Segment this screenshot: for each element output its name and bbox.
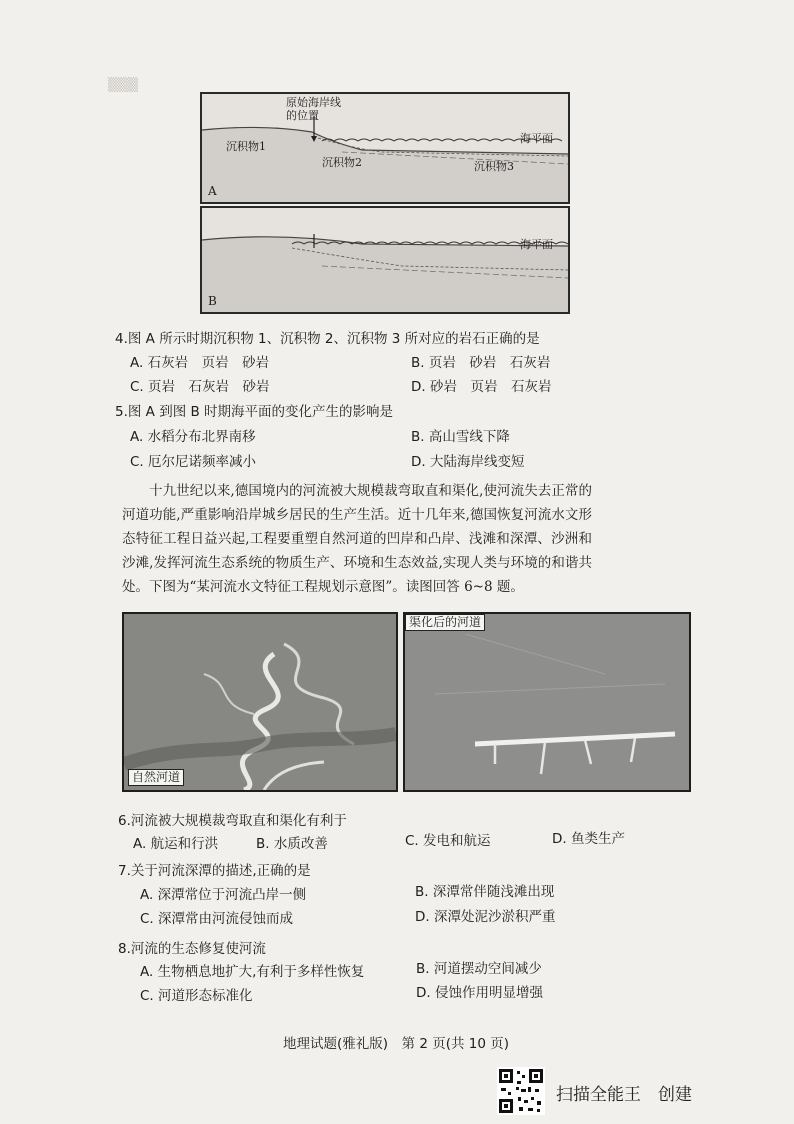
question-4-stem: 4.图 A 所示时期沉积物 1、沉积物 2、沉积物 3 所对应的岩石正确的是 (115, 331, 540, 347)
question-8-option-b[interactable]: B. 河道摆动空间减少 (416, 961, 542, 977)
question-6-option-c[interactable]: C. 发电和航运 (405, 833, 491, 849)
question-4-option-d[interactable]: D. 砂岩 页岩 石灰岩 (411, 379, 552, 395)
question-4-option-b[interactable]: B. 页岩 砂岩 石灰岩 (411, 355, 551, 371)
figure-b-drawing (202, 208, 568, 312)
question-6-option-b[interactable]: B. 水质改善 (256, 836, 328, 852)
label-sea-level-a: 海平面 (520, 132, 553, 145)
question-5-option-a[interactable]: A. 水稻分布北界南移 (130, 429, 256, 445)
question-7-option-d[interactable]: D. 深潭处泥沙淤积严重 (415, 909, 556, 925)
reading-passage: 十九世纪以来,德国境内的河流被大规模裁弯取直和渠化,使河流失去正常的河道功能,严重影响沿岸城乡居民的生产生活。近十几年来,德国恢复河流水文形态特征工程日益兴起,工程要重塑自然河道的凹岸和凸岸、浅滩和深潭、沙洲和沙滩,发挥河流生态系统的物质生产、环境和生态效益,实现人类与环境的和谐共处。下图为“某河流水文特征工程规划示意图”。读图回答 6~8 题。 (122, 483, 592, 595)
question-8-option-d[interactable]: D. 侵蚀作用明显增强 (416, 985, 543, 1001)
figure-a (200, 92, 570, 204)
question-6-option-d[interactable]: D. 鱼类生产 (552, 831, 625, 847)
question-7-option-b[interactable]: B. 深潭常伴随浅滩出现 (415, 884, 555, 900)
label-sediment-1: 沉积物1 (226, 140, 266, 153)
figure-b (200, 206, 570, 314)
photo-channelized-river (403, 612, 691, 792)
scanner-watermark: 扫描全能王 创建 (556, 1085, 692, 1105)
label-sediment-2: 沉积物2 (322, 156, 362, 169)
question-8-option-c[interactable]: C. 河道形态标准化 (140, 988, 253, 1004)
question-4-option-a[interactable]: A. 石灰岩 页岩 砂岩 (130, 355, 270, 371)
photo-natural-river (122, 612, 398, 792)
label-sea-level-b: 海平面 (520, 238, 553, 251)
photo-label-channelized: 渠化后的河道 (405, 614, 485, 631)
question-8-option-a[interactable]: A. 生物栖息地扩大,有利于多样性恢复 (140, 964, 365, 980)
question-5-option-d[interactable]: D. 大陆海岸线变短 (411, 454, 525, 470)
channelized-river-image (405, 614, 689, 790)
photo-label-natural: 自然河道 (128, 769, 184, 786)
label-original-shoreline: 原始海岸线 的位置 (286, 96, 341, 122)
question-7-option-c[interactable]: C. 深潭常由河流侵蚀而成 (140, 911, 294, 927)
figure-a-letter: A (208, 184, 217, 198)
qr-code-icon (497, 1067, 545, 1115)
question-5-option-b[interactable]: B. 高山雪线下降 (411, 429, 510, 445)
question-5-option-c[interactable]: C. 厄尔尼诺频率减小 (130, 454, 257, 470)
page-footer: 地理试题(雅礼版) 第 2 页(共 10 页) (283, 1036, 509, 1052)
question-6-option-a[interactable]: A. 航运和行洪 (133, 836, 219, 852)
question-8-stem: 8.河流的生态修复使河流 (118, 941, 266, 957)
question-6-stem: 6.河流被大规模裁弯取直和渠化有利于 (118, 813, 347, 829)
question-7-stem: 7.关于河流深潭的描述,正确的是 (118, 863, 311, 879)
figure-b-letter: B (208, 294, 217, 308)
label-sediment-3: 沉积物3 (474, 160, 514, 173)
bleed-through: ▒▒▒ (108, 78, 138, 93)
question-5-stem: 5.图 A 到图 B 时期海平面的变化产生的影响是 (115, 404, 394, 420)
question-7-option-a[interactable]: A. 深潭常位于河流凸岸一侧 (140, 887, 307, 903)
question-4-option-c[interactable]: C. 页岩 石灰岩 砂岩 (130, 379, 270, 395)
natural-river-image (124, 614, 396, 790)
